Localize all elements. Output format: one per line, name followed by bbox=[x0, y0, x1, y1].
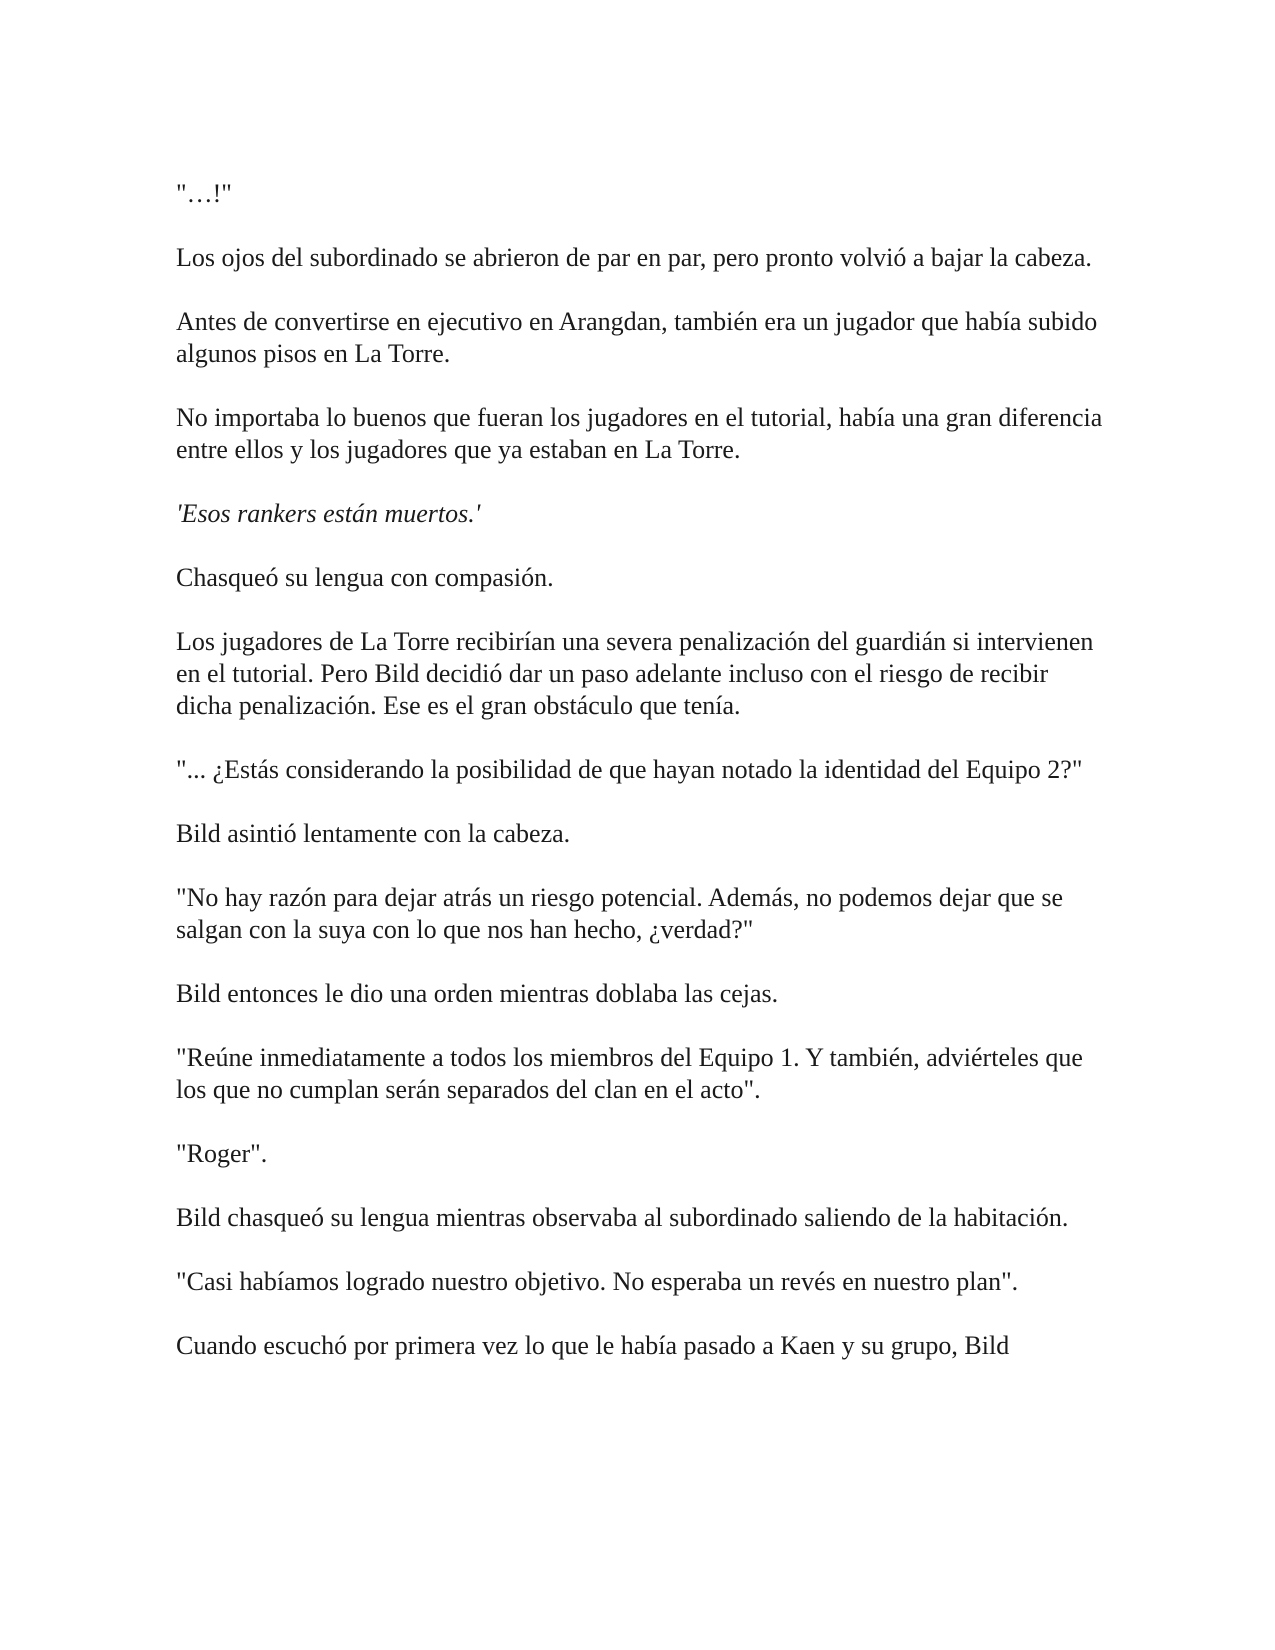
paragraph-4: No importaba lo buenos que fueran los jugadores en el tutorial, había una gran diferencia entre ellos y los jugadores que ya estaban en La Torre. bbox=[176, 403, 1103, 464]
paragraph-16: Cuando escuchó por primera vez lo que le había pasado a Kaen y su grupo, Bild bbox=[176, 1331, 1010, 1360]
paragraph-3: Antes de convertirse en ejecutivo en Arangdan, también era un jugador que había subido algunos pisos en La Torre. bbox=[176, 307, 1098, 368]
paragraph-1: "…!" bbox=[176, 179, 232, 208]
paragraph-13: "Roger". bbox=[176, 1139, 268, 1168]
paragraph-12: "Reúne inmediatamente a todos los miembros del Equipo 1. Y también, adviérteles que los que no cumplan serán separados del clan en el acto". bbox=[176, 1043, 1083, 1104]
paragraph-5-thought: 'Esos rankers están muertos.' bbox=[176, 499, 481, 528]
paragraph-10: "No hay razón para dejar atrás un riesgo potencial. Además, no podemos dejar que se salgan con la suya con lo que nos han hecho, ¿verdad?" bbox=[176, 883, 1064, 944]
paragraph-6: Chasqueó su lengua con compasión. bbox=[176, 563, 554, 592]
paragraph-14: Bild chasqueó su lengua mientras observaba al subordinado saliendo de la habitación. bbox=[176, 1203, 1069, 1232]
paragraph-15: "Casi habíamos logrado nuestro objetivo. No esperaba un revés en nuestro plan". bbox=[176, 1267, 1019, 1296]
paragraph-7: Los jugadores de La Torre recibirían una severa penalización del guardián si intervienen en el tutorial. Pero Bild decidió dar un paso adelante incluso con el riesgo de recibir dicha penalización. Ese es el gran obstáculo que tenía. bbox=[176, 627, 1094, 720]
paragraph-9: Bild asintió lentamente con la cabeza. bbox=[176, 819, 571, 848]
text-body bbox=[176, 178, 1106, 1394]
paragraph-8: "... ¿Estás considerando la posibilidad de que hayan notado la identidad del Equipo 2?" bbox=[176, 755, 1083, 784]
paragraph-2: Los ojos del subordinado se abrieron de par en par, pero pronto volvió a bajar la cabeza. bbox=[176, 243, 1092, 272]
paragraph-11: Bild entonces le dio una orden mientras doblaba las cejas. bbox=[176, 979, 779, 1008]
